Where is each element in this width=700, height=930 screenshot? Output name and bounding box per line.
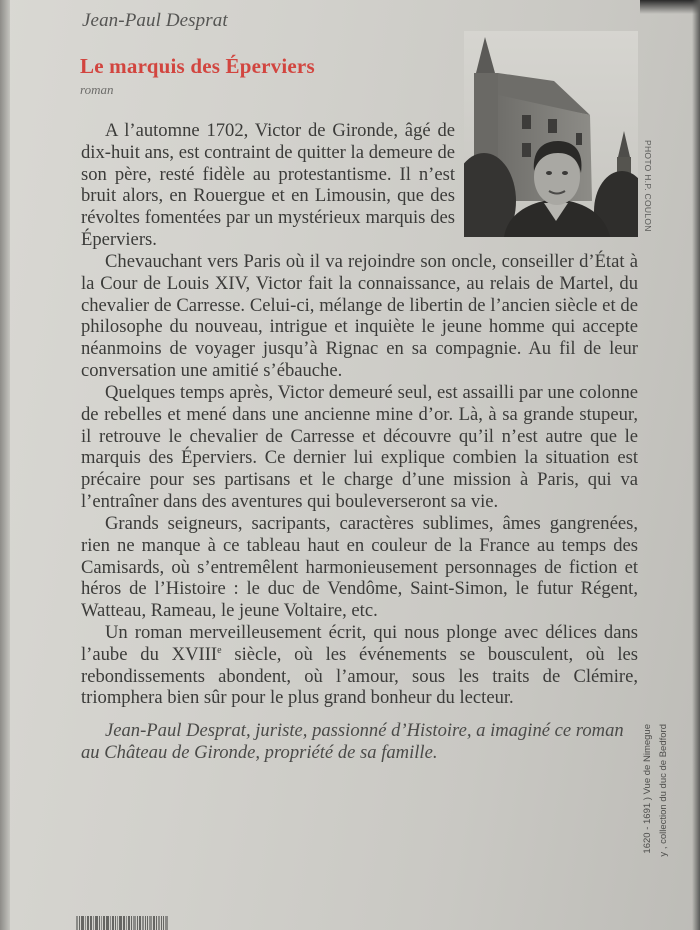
barcode-bar — [115, 916, 116, 930]
paragraph-3: Quelques temps après, Victor demeuré seul, est assailli par une colonne de rebelles et mené dans une ancienne mine d’or. Là, à sa grande stupeur, il retrouve le chevalier de Carresse et découvre qu’il n’est autre que le marquis des Éperviers. Ce dernier lui explique combien la situation est précaire pour ses partisans et le charge d’une mission à Paris, qui va l’entraîner dans des aventures qui bouleverseront sa vie. — [81, 382, 638, 512]
barcode-bar — [131, 916, 132, 930]
barcode-bar — [76, 916, 78, 930]
barcode-bar — [156, 916, 157, 930]
barcode-bar — [101, 916, 102, 930]
barcode-bar — [165, 916, 168, 930]
century-superscript: e — [217, 644, 222, 656]
page-shadow-left — [0, 0, 10, 930]
author-name: Jean-Paul Desprat — [82, 10, 228, 31]
paragraph-2: Chevauchant vers Paris où il va rejoindre son oncle, conseiller d’État à la Cour de Louis XIV, Victor fait la connaissance, au relais de Martel, du chevalier de Carresse. Celui-ci, mélange de libertin de l’ancien siècle et de philosophe du nouveau, intrigue et inquiète le jeune homme qui accepte néanmoins de voyager jusqu’à Rignac en sa compagnie. Au fil de leur conversation une amitié s’ébauche. — [81, 251, 638, 381]
barcode-bar — [133, 916, 136, 930]
barcode-bar — [161, 916, 162, 930]
barcode-bar — [163, 916, 164, 930]
barcode-bar — [106, 916, 109, 930]
barcode-bar — [128, 916, 130, 930]
paragraph-4: Grands seigneurs, sacripants, caractères sublimes, âmes gangrenées, rien ne manque à ce tableau haut en couleur de la France au temps des Camisards, où s’entremêlent harmonieusement personnages de fiction et héros de l’Histoire : le duc de Vendôme, Saint-Simon, le futur Régent, Watteau, Rameau, le jeune Voltaire, etc. — [81, 513, 638, 622]
barcode-bar — [123, 916, 125, 930]
barcode-bar — [93, 916, 94, 930]
paragraph-1: A l’automne 1702, Victor de Gironde, âgé de dix-huit ans, est contraint de quitter la demeure de son père, resté fidèle au protestantisme. Il n’est bruit alors, en Rouergue et en Limousin, que des révoltes fomentées par un mystérieux marquis des Éperviers. — [81, 120, 455, 250]
barcode-bar — [95, 916, 98, 930]
cover-art-credit — [640, 724, 672, 930]
book-title: Le marquis des Éperviers — [80, 54, 315, 78]
barcode-bar — [137, 916, 138, 930]
barcode-bar — [99, 916, 100, 930]
barcode-bar — [81, 916, 84, 930]
barcode-bar — [145, 916, 146, 930]
author-photo — [464, 31, 638, 237]
paragraph-5 — [81, 622, 638, 709]
paragraph-5-end: siècle, où les événements se bousculent, où les rebondissements abondent, où l’amour, sous les traits de Clémire, triomphera bien sûr pour le plus grand bonheur du lecteur. — [81, 643, 638, 709]
art-credit-line-1: 1620 - 1691 ) Vue de Nimegue — [642, 724, 653, 854]
barcode — [76, 916, 168, 930]
barcode-bar — [85, 916, 86, 930]
barcode-bar — [153, 916, 155, 930]
barcode-bar — [126, 916, 127, 930]
photo-credit: PHOTO H.P. COULON — [643, 140, 653, 232]
barcode-bar — [79, 916, 80, 930]
barcode-bar — [103, 916, 105, 930]
castle-portrait-image — [464, 31, 638, 237]
barcode-bar — [90, 916, 92, 930]
barcode-bar — [139, 916, 141, 930]
barcode-bar — [87, 916, 89, 930]
barcode-bar — [110, 916, 111, 930]
art-credit-line-2: y , collection du duc de Bedford — [658, 724, 669, 857]
author-bio: Jean-Paul Desprat, juriste, passionné d’Histoire, a imaginé ce roman au Château de Gironde, propriété de sa famille. — [81, 720, 624, 763]
barcode-bar — [149, 916, 152, 930]
genre-label: roman — [80, 82, 114, 97]
barcode-bar — [117, 916, 118, 930]
barcode-bar — [142, 916, 144, 930]
paragraph-5-start: Un roman merveilleusement écrit, qui nous plonge avec délices dans l’aube du XVIII — [81, 622, 638, 665]
barcode-bar — [147, 916, 148, 930]
barcode-bar — [119, 916, 122, 930]
page-edge-right — [692, 0, 700, 930]
barcode-bar — [158, 916, 160, 930]
barcode-bar — [112, 916, 114, 930]
page-shadow-top-right — [640, 0, 700, 14]
